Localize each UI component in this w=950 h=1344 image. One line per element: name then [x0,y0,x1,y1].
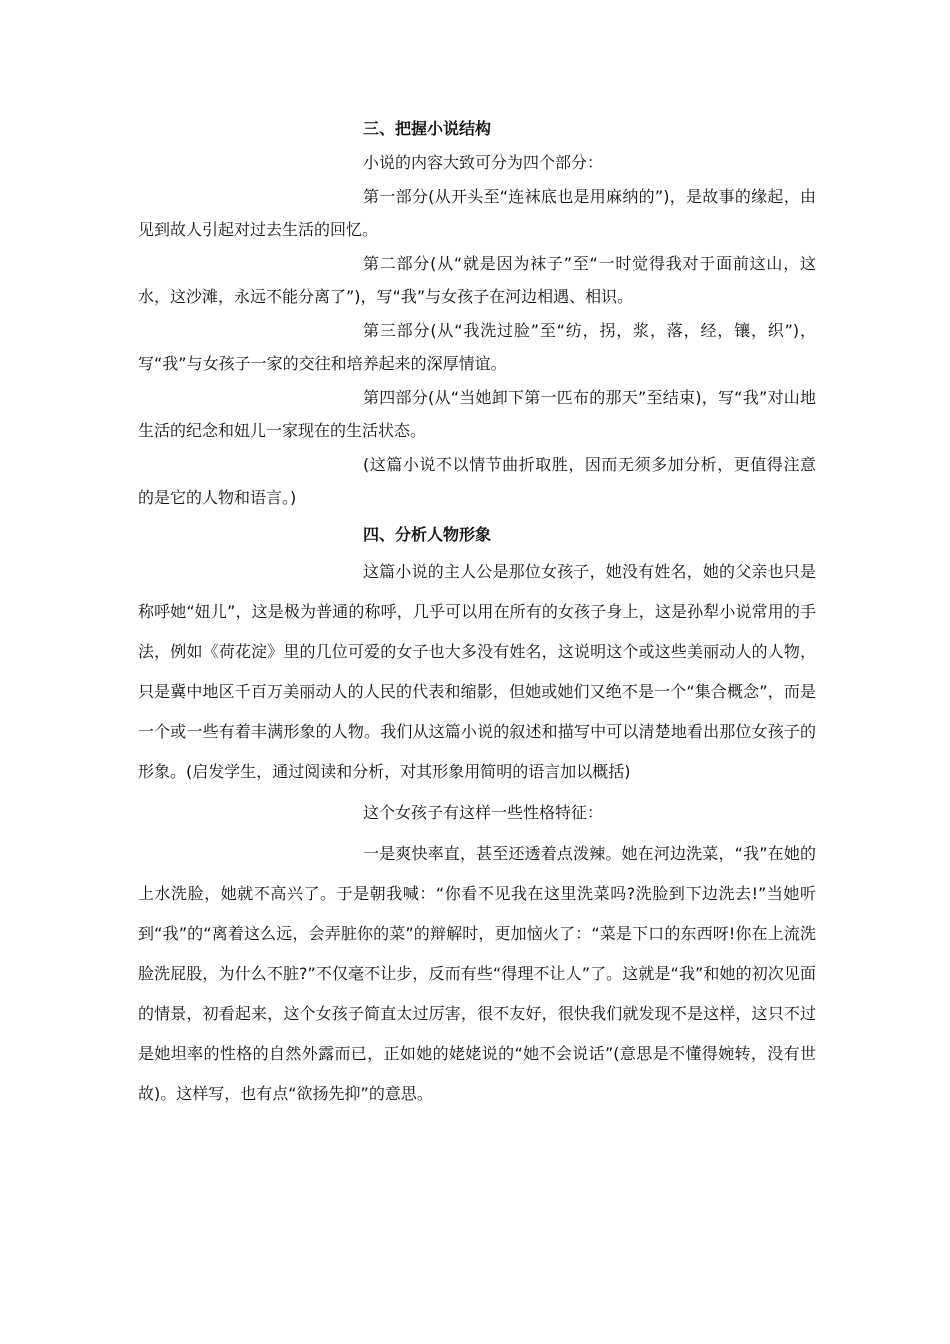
section-characters [138,524,816,1114]
section-heading: 四、分析人物形象 [363,525,492,544]
paragraph: 小说的内容大致可分为四个部分： [363,153,604,172]
paragraph: 这个女孩子有这样一些性格特征： [363,803,604,822]
paragraph: 第二部分(从“就是因为袜子”至“一时觉得我对于面前这山，这水，这沙滩，永远不能分离了”)，写“我”与女孩子在河边相遇、相识。 [138,254,816,306]
section-structure [138,118,816,514]
paragraph: 一是爽快率直，甚至还透着点泼辣。她在河边洗菜，“我”在她的上水洗脸，她就不高兴了。于是朝我喊：“你看不见我在这里洗菜吗?洗脸到下边洗去!”当她听到“我”的“离着这么远，会弄脏你的菜”的辩解时，更加恼火了：“菜是下口的东西呀!你在上流洗脸洗屁股，为什么不脏?”不仅毫不让步，反而有些“得理不让人”了。这就是“我”和她的初次见面的情景，初看起来，这个女孩子简直太过厉害，很不友好，很快我们就发现不是这样，这只不过是她坦率的性格的自然外露而已，正如她的姥姥说的“她不会说话”(意思是不懂得婉转，没有世故)。这样写，也有点“欲扬先抑”的意思。 [138,844,816,1103]
section-heading: 三、把握小说结构 [363,119,492,138]
paragraph: 第四部分(从“当她卸下第一匹布的那天”至结束)，写“我”对山地生活的纪念和妞儿一家现在的生活状态。 [138,388,816,440]
paragraph: (这篇小说不以情节曲折取胜，因而无须多加分析，更值得注意的是它的人物和语言。) [138,455,816,507]
paragraph: 第一部分(从开头至“连袜底也是用麻纳的”)，是故事的缘起，由见到故人引起对过去生活的回忆。 [138,187,816,239]
paragraph: 这篇小说的主人公是那位女孩子，她没有姓名，她的父亲也只是称呼她“妞儿”，这是极为普通的称呼，几乎可以用在所有的女孩子身上，这是孙犁小说常用的手法，例如《荷花淀》里的几位可爱的女子也大多没有姓名，这说明这个或这些美丽动人的人物，只是冀中地区千百万美丽动人的人民的代表和缩影，但她或她们又绝不是一个“集合概念”，而是一个或一些有着丰满形象的人物。我们从这篇小说的叙述和描写中可以清楚地看出那位女孩子的形象。(启发学生，通过阅读和分析，对其形象用简明的语言加以概括) [138,562,816,781]
document-page [138,118,816,1124]
paragraph: 第三部分(从“我洗过脸”至“纺，拐，浆，落，经，镶，织”)，写“我”与女孩子一家的交往和培养起来的深厚情谊。 [138,321,816,373]
